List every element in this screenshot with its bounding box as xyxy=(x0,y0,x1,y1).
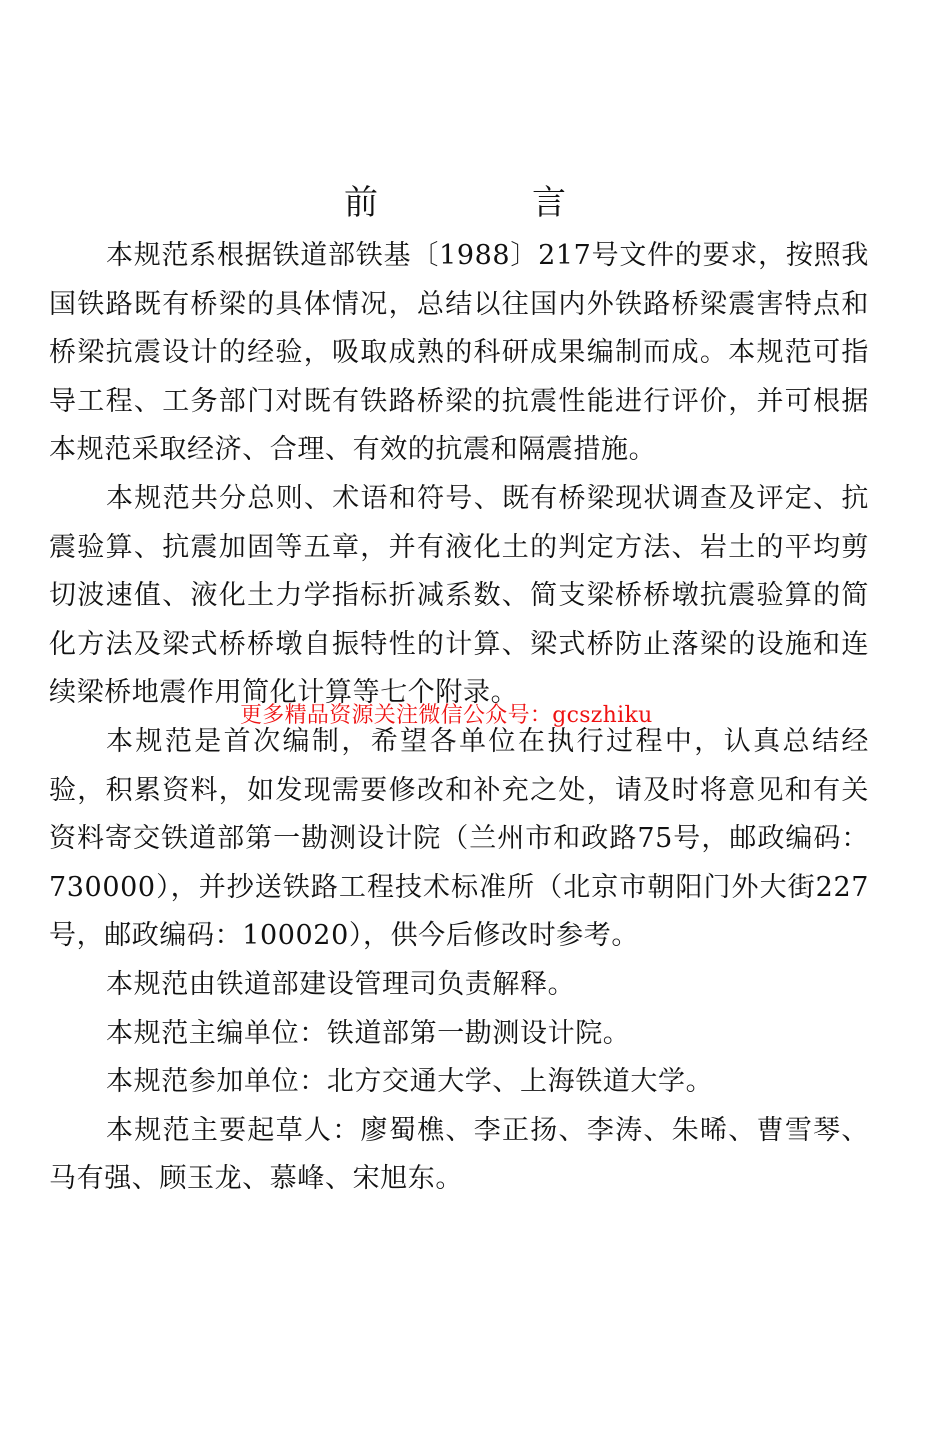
paragraph-drafters: 本规范主要起草人：廖蜀樵、李正扬、李涛、朱晞、曹雪琴、马有强、顾玉龙、慕峰、宋旭东。 xyxy=(49,1114,869,1195)
paragraph-basis: 本规范系根据铁道部铁基〔1988〕217号文件的要求，按照我国铁路既有桥梁的具体情况，总结以往国内外铁路桥梁震害特点和桥梁抗震设计的经验，吸取成熟的科研成果编制而成。本规范可指导工程、工务部门对既有铁路桥梁的抗震性能进行评价，并可根据本规范采取经济、合理、有效的抗震和隔震措施。 xyxy=(49,240,869,466)
paragraph-feedback: 本规范是首次编制，希望各单位在执行过程中，认真总结经验，积累资料，如发现需要修改和补充之处，请及时将意见和有关资料寄交铁道部第一勘测设计院（兰州市和政路75号，邮政编码：730000），并抄送铁路工程技术标准所（北京市朝阳门外大街227号，邮政编码：100020），供今后修改时参考。 xyxy=(49,725,869,952)
paragraph-participants: 本规范参加单位：北方交通大学、上海铁道大学。 xyxy=(106,1066,714,1098)
paragraph-contents: 本规范共分总则、术语和符号、既有桥梁现状调查及评定、抗震验算、抗震加固等五章，并有液化土的判定方法、岩土的平均剪切波速值、液化土力学指标折减系数、简支梁桥桥墩抗震验算的简化方法及梁式桥桥墩自振特性的计算、梁式桥防止落梁的设施和连续梁桥地震作用简化计算等七个附录。 xyxy=(49,482,869,709)
paragraph-chief-editor: 本规范主编单位：铁道部第一勘测设计院。 xyxy=(106,1017,631,1049)
watermark-text: 更多精品资源关注微信公众号：gcszhiku xyxy=(240,703,653,728)
paragraph-interpretation: 本规范由铁道部建设管理司负责解释。 xyxy=(106,968,576,1000)
page-title: 前 言 xyxy=(344,182,626,223)
